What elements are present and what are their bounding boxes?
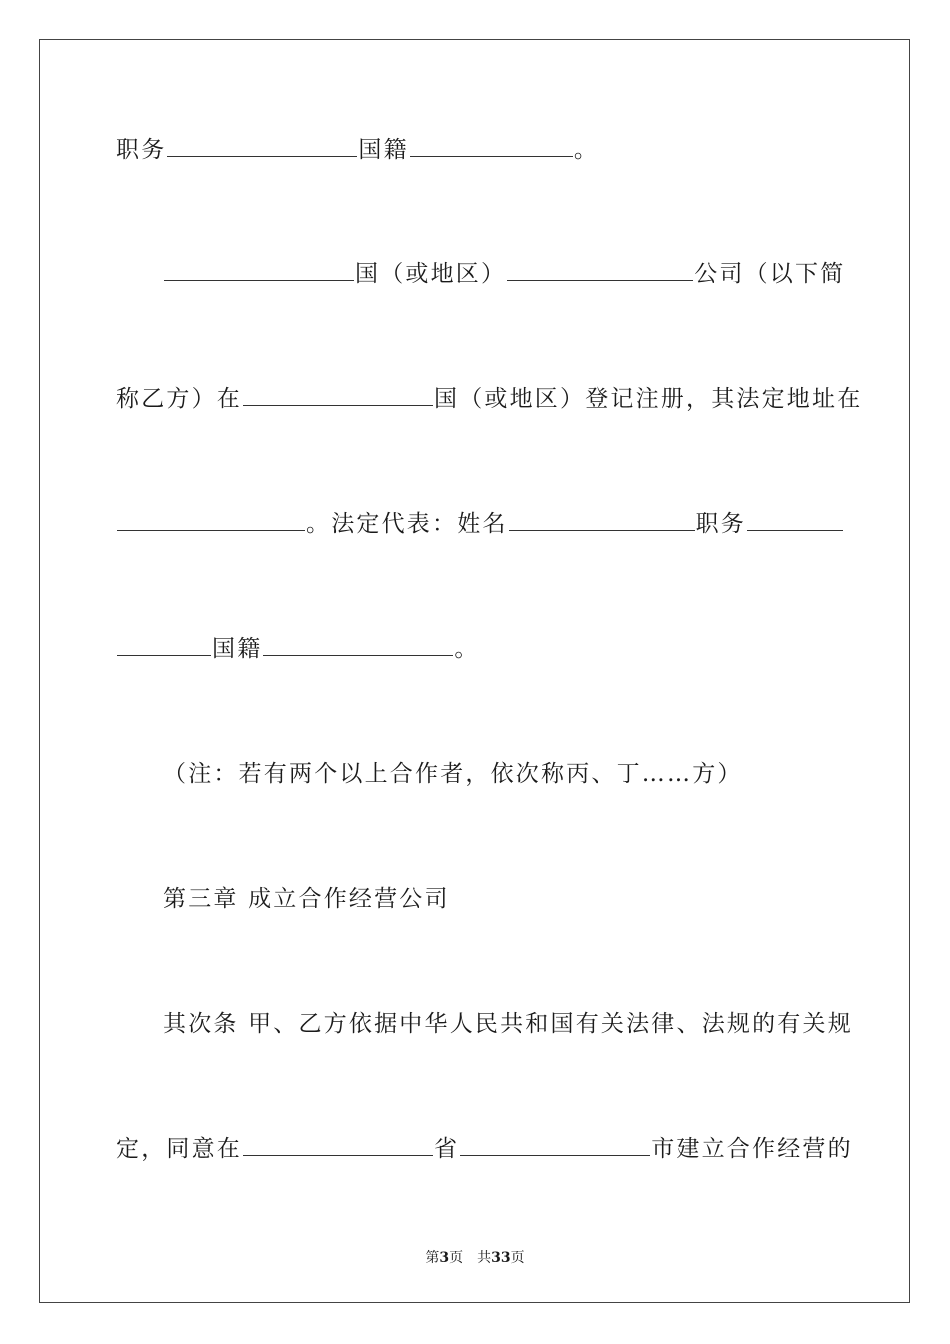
footer-mid: 页: [449, 1250, 464, 1266]
label-agree: 定，同意在: [116, 1136, 242, 1162]
page-border: [39, 39, 910, 1303]
page-number: 3: [439, 1250, 450, 1266]
blank-field[interactable]: [243, 1133, 433, 1156]
text-line-2: [116, 258, 846, 290]
label-registered: 国（或地区）登记注册，其法定地址在: [434, 386, 863, 412]
label-position: 职务: [116, 137, 167, 163]
label-nationality: 国籍: [212, 636, 263, 662]
label-legal-rep: 。法定代表：姓名: [306, 511, 508, 537]
footer-prefix: 第: [425, 1250, 440, 1266]
label-company: 公司（以下简: [694, 261, 846, 287]
text-line-4: [116, 508, 836, 540]
blank-field[interactable]: [167, 134, 357, 157]
label-province: 省: [434, 1136, 460, 1162]
text-line-5: [116, 633, 836, 665]
page-footer: [0, 1247, 950, 1267]
note-text: （注：若有两个以上合作者，依次称丙、丁……方）: [163, 761, 743, 787]
footer-total-prefix: 共: [477, 1250, 492, 1266]
label-party-b: 称乙方）在: [116, 386, 242, 412]
total-pages: 33: [491, 1250, 511, 1266]
text-line-9: [116, 1133, 853, 1165]
blank-field[interactable]: [117, 633, 211, 656]
blank-field[interactable]: [509, 508, 695, 531]
chapter-heading: [116, 883, 836, 915]
footer-suffix: 页: [510, 1250, 525, 1266]
label-country-region: 国（或地区）: [355, 261, 507, 287]
label-position: 职务: [695, 511, 747, 537]
blank-field[interactable]: [164, 258, 354, 281]
blank-field[interactable]: [747, 508, 843, 531]
blank-field[interactable]: [507, 258, 693, 281]
blank-field[interactable]: [460, 1133, 650, 1156]
period: 。: [573, 137, 600, 163]
label-city: 市建立合作经营的: [651, 1136, 853, 1162]
blank-field[interactable]: [410, 134, 573, 157]
text-line-8: [116, 1008, 853, 1040]
article-text: 其次条 甲、乙方依据中华人民共和国有关法律、法规的有关规: [163, 1011, 853, 1037]
chapter-title: 第三章 成立合作经营公司: [163, 886, 450, 912]
blank-field[interactable]: [117, 508, 305, 531]
period: 。: [454, 636, 480, 662]
text-line-3: [116, 383, 863, 415]
text-line-1: [116, 134, 836, 166]
blank-field[interactable]: [243, 383, 433, 406]
label-nationality: 国籍: [358, 137, 409, 163]
blank-field[interactable]: [263, 633, 453, 656]
text-line-6: [116, 758, 836, 790]
